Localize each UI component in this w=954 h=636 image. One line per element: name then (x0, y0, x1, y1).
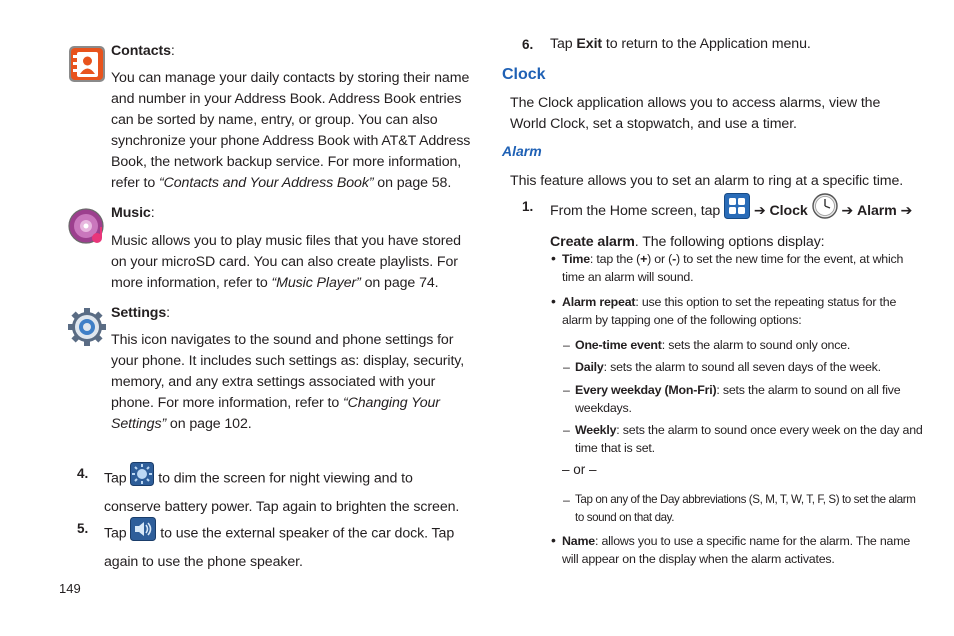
name-label: Name (562, 534, 595, 548)
settings-ref-pre: phone. For more information, refer to (111, 395, 343, 411)
step-6-post: to return to the Application menu. (602, 36, 811, 52)
option-line-2: weekdays. (575, 401, 632, 415)
step-1-text (550, 193, 940, 256)
step-4-line-1 (104, 462, 474, 495)
option-text: : sets the alarm to sound all seven days of the week. (603, 360, 881, 374)
page-number: 149 (59, 581, 81, 596)
option-line-2: time that is set. (575, 441, 655, 455)
contacts-line: You can manage your daily contacts by storing their name (111, 70, 470, 86)
contacts-title: Contacts (111, 43, 171, 59)
music-description (111, 231, 471, 294)
step-1-pre: From the Home screen, tap (550, 202, 725, 219)
music-ref-post: on page 74. (360, 275, 439, 291)
contacts-line: and number in your Address Book. Address Book entries (111, 91, 462, 107)
step-number: 6. (522, 37, 534, 52)
option-text: : sets the alarm to sound on all five (716, 383, 901, 397)
clock-icon[interactable] (812, 193, 838, 229)
time-line-1 (562, 250, 922, 268)
clock-intro (510, 93, 930, 135)
alarm-repeat-label: Alarm repeat (562, 295, 636, 309)
clock-keyword: Clock (769, 202, 808, 219)
settings-colon: : (166, 305, 171, 321)
settings-ref-post: on page 102. (166, 416, 252, 432)
step-1-line-1 (550, 193, 940, 229)
option-one-time (575, 336, 925, 354)
tap-day-line-1: Tap on any of the Day abbreviations (S, M, T, W, T, F, S) to set the alarm (575, 493, 916, 506)
contacts-line: synchronize your phone Address Book with AT&T Address (111, 133, 471, 149)
contacts-line-last (111, 173, 471, 194)
contacts-description (111, 68, 471, 194)
music-title: Music (111, 205, 151, 221)
step-5-text (104, 517, 474, 575)
settings-title-line (111, 303, 170, 324)
time-line-2: time an alarm will sound. (562, 270, 694, 284)
alarm-repeat-line-2: alarm by tapping one of the following options: (562, 313, 802, 327)
create-alarm-keyword: Create alarm (550, 234, 635, 250)
contacts-line: can be sorted by name, entry, or group. You can also (111, 112, 438, 128)
contacts-line: Book, the network backup service. For more information, (111, 154, 462, 170)
tap-day-option (575, 491, 935, 527)
alarm-intro: This feature allows you to set an alarm to ring at a specific time. (510, 173, 904, 189)
settings-line: This icon navigates to the sound and phone settings for (111, 332, 454, 348)
time-text-b: ) or ( (647, 252, 673, 266)
speaker-icon[interactable] (130, 517, 156, 550)
step-4-line-2: conserve battery power. Tap again to brighten the screen. (104, 499, 460, 515)
music-reference-link[interactable]: “Music Player” (271, 275, 361, 291)
time-text-c: ) to set the new time for the event, at which (676, 252, 904, 266)
applications-grid-icon[interactable] (724, 193, 750, 229)
contacts-reference-link[interactable]: “Contacts and Your Address Book” (159, 175, 374, 191)
bullet: • (551, 250, 556, 266)
contacts-ref-pre: refer to (111, 175, 159, 191)
step-5-pre: Tap (104, 525, 131, 542)
settings-description (111, 330, 471, 435)
settings-gear-icon (67, 307, 105, 345)
option-label: One-time event (575, 338, 662, 352)
tap-day-line-2: to sound on that day. (575, 511, 675, 524)
settings-line (111, 414, 471, 435)
step-4-text (104, 462, 474, 520)
settings-line (111, 393, 471, 414)
step-5-line-1 (104, 517, 474, 550)
dash: – (563, 493, 570, 507)
contacts-colon: : (170, 43, 175, 59)
arrow-icon: ➔ (753, 202, 766, 219)
bullet: • (551, 532, 556, 548)
alarm-keyword: Alarm (856, 202, 897, 219)
arrow-icon: ➔ (841, 202, 854, 219)
step-4-pre: Tap (104, 470, 131, 487)
night-mode-icon[interactable] (130, 462, 154, 495)
music-ref-pre: more information, refer to (111, 275, 272, 291)
settings-line: your phone. It includes such settings as: display, security, (111, 353, 465, 369)
option-label: Every weekday (Mon-Fri) (575, 383, 717, 397)
clock-intro-line: The Clock application allows you to access alarms, view the (510, 95, 881, 111)
music-title-line (111, 203, 155, 224)
option-every-weekday (575, 381, 925, 417)
dash: – (563, 338, 570, 352)
alarm-heading: Alarm (502, 143, 542, 159)
plus-symbol: + (640, 252, 648, 266)
step-1-post: . The following options display: (634, 234, 825, 250)
music-line: Music allows you to play music files that you have stored (111, 233, 461, 249)
time-option (562, 250, 922, 286)
step-5-post: to use the external speaker of the car dock. Tap (156, 525, 455, 542)
step-number: 5. (77, 521, 89, 536)
contacts-icon (68, 45, 106, 83)
step-number: 1. (522, 199, 534, 214)
option-weekly (575, 421, 925, 457)
music-icon (67, 207, 105, 245)
step-6-text (550, 34, 811, 55)
name-text: : allows you to use a specific name for the alarm. The name (594, 534, 911, 548)
settings-title: Settings (111, 305, 167, 321)
option-label: Daily (575, 360, 604, 374)
time-text-a: : tap the ( (589, 252, 641, 266)
arrow-icon: ➔ (900, 202, 913, 219)
music-line: on your microSD card. You can also create playlists. For (111, 254, 458, 270)
music-colon: : (150, 205, 155, 221)
step-5-line-2: again to use the phone speaker. (104, 554, 303, 570)
name-option (562, 532, 932, 568)
exit-keyword: Exit (576, 36, 603, 52)
settings-reference-link-cont[interactable]: Settings” (111, 416, 167, 432)
contacts-ref-post: on page 58. (373, 175, 452, 191)
option-line-1 (575, 381, 925, 399)
dash: – (563, 360, 570, 374)
step-number: 4. (77, 466, 89, 481)
clock-intro-line: World Clock, set a stopwatch, and use a timer. (510, 116, 797, 132)
dash: – (563, 383, 570, 397)
option-text: : sets the alarm to sound only once. (661, 338, 851, 352)
step-4-post: to dim the screen for night viewing and to (154, 470, 413, 487)
option-label: Weekly (575, 423, 617, 437)
minus-symbol: - (672, 252, 677, 266)
option-text: : sets the alarm to sound once every week on the day and (616, 423, 923, 437)
clock-heading: Clock (502, 66, 546, 83)
music-line-last (111, 273, 471, 294)
bullet: • (551, 293, 556, 309)
name-line-2: will appear on the display when the alarm activates. (562, 552, 835, 566)
or-separator: – or – (562, 462, 597, 477)
alarm-repeat-line-1 (562, 293, 922, 311)
alarm-repeat-option (562, 293, 922, 329)
option-daily (575, 358, 925, 376)
dash: – (563, 423, 570, 437)
contacts-title-line (111, 41, 175, 62)
step-6-pre: Tap (550, 36, 577, 52)
settings-line: memory, and any extra settings associated with your (111, 374, 436, 390)
time-label: Time (562, 252, 590, 266)
settings-reference-link[interactable]: “Changing Your (342, 395, 440, 411)
alarm-repeat-text: : use this option to set the repeating status for the (635, 295, 897, 309)
name-line-1 (562, 532, 932, 550)
option-line-1 (575, 421, 925, 439)
